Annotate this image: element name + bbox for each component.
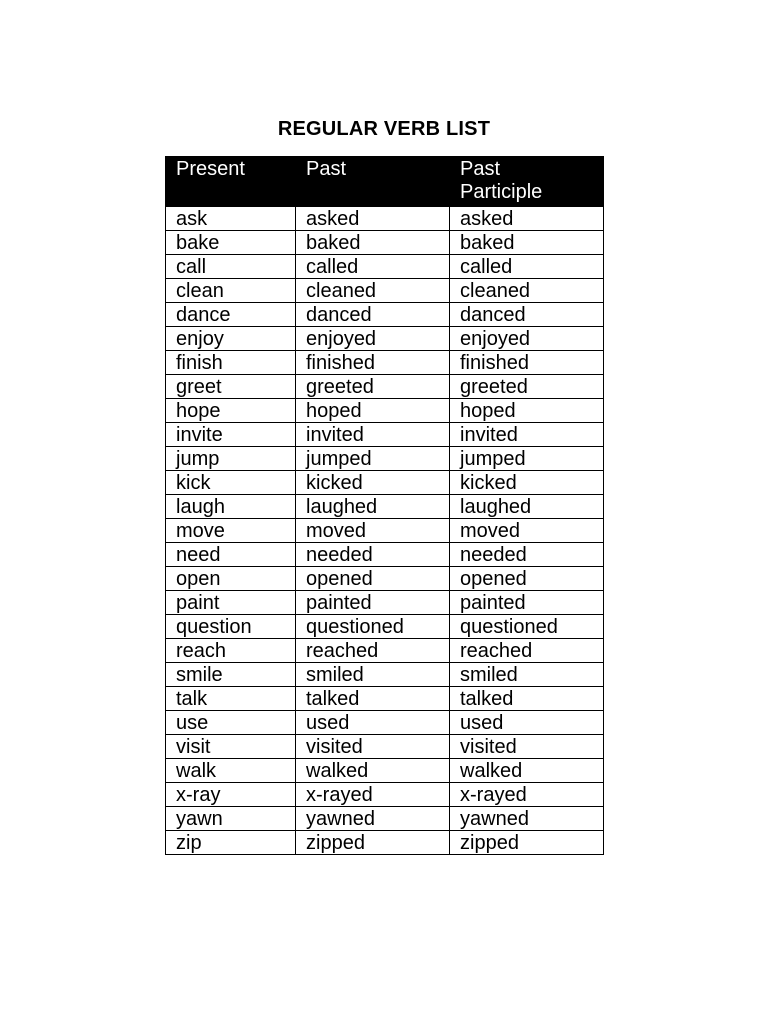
- header-past: Past: [296, 157, 450, 207]
- cell-past: greeted: [296, 375, 450, 399]
- table-row: [166, 735, 604, 759]
- cell-past: hoped: [296, 399, 450, 423]
- cell-past-participle: reached: [450, 639, 604, 663]
- table-row: [166, 711, 604, 735]
- table-body: [166, 207, 604, 855]
- page-title: REGULAR VERB LIST: [277, 118, 491, 140]
- cell-past-participle: walked: [450, 759, 604, 783]
- cell-present: smile: [166, 663, 296, 687]
- table-row: [166, 615, 604, 639]
- cell-present: walk: [166, 759, 296, 783]
- cell-present: enjoy: [166, 327, 296, 351]
- cell-past: finished: [296, 351, 450, 375]
- table-row: [166, 423, 604, 447]
- cell-present: laugh: [166, 495, 296, 519]
- cell-past: enjoyed: [296, 327, 450, 351]
- cell-past: yawned: [296, 807, 450, 831]
- cell-past-participle: invited: [450, 423, 604, 447]
- cell-past-participle: needed: [450, 543, 604, 567]
- table-header: [166, 157, 604, 207]
- cell-present: hope: [166, 399, 296, 423]
- table-row: [166, 207, 604, 231]
- cell-past-participle: visited: [450, 735, 604, 759]
- header-past-participle: [450, 157, 604, 207]
- header-row: [166, 157, 604, 207]
- cell-past-participle: called: [450, 255, 604, 279]
- header-past-participle-text: Past Participle: [460, 158, 543, 203]
- table-row: [166, 687, 604, 711]
- cell-past: called: [296, 255, 450, 279]
- cell-past: danced: [296, 303, 450, 327]
- cell-present: open: [166, 567, 296, 591]
- cell-past: reached: [296, 639, 450, 663]
- cell-past-participle: talked: [450, 687, 604, 711]
- cell-present: question: [166, 615, 296, 639]
- cell-past-participle: baked: [450, 231, 604, 255]
- cell-past: smiled: [296, 663, 450, 687]
- table-row: [166, 807, 604, 831]
- cell-past: invited: [296, 423, 450, 447]
- cell-present: zip: [166, 831, 296, 855]
- cell-present: yawn: [166, 807, 296, 831]
- table-row: [166, 375, 604, 399]
- cell-past-participle: finished: [450, 351, 604, 375]
- cell-past-participle: kicked: [450, 471, 604, 495]
- cell-past: talked: [296, 687, 450, 711]
- cell-past: zipped: [296, 831, 450, 855]
- cell-past-participle: painted: [450, 591, 604, 615]
- cell-past-participle: zipped: [450, 831, 604, 855]
- cell-past-participle: x-rayed: [450, 783, 604, 807]
- cell-past: opened: [296, 567, 450, 591]
- table-row: [166, 639, 604, 663]
- cell-past-participle: yawned: [450, 807, 604, 831]
- table-row: [166, 591, 604, 615]
- cell-past: questioned: [296, 615, 450, 639]
- cell-present: x-ray: [166, 783, 296, 807]
- cell-past-participle: greeted: [450, 375, 604, 399]
- table-row: [166, 399, 604, 423]
- cell-past: visited: [296, 735, 450, 759]
- cell-past-participle: jumped: [450, 447, 604, 471]
- cell-present: visit: [166, 735, 296, 759]
- table-row: [166, 303, 604, 327]
- cell-past: needed: [296, 543, 450, 567]
- cell-past-participle: hoped: [450, 399, 604, 423]
- cell-present: dance: [166, 303, 296, 327]
- cell-present: finish: [166, 351, 296, 375]
- cell-past: asked: [296, 207, 450, 231]
- table-row: [166, 447, 604, 471]
- cell-past-participle: questioned: [450, 615, 604, 639]
- verb-table: [165, 156, 604, 855]
- cell-past-participle: cleaned: [450, 279, 604, 303]
- table-row: [166, 519, 604, 543]
- cell-past: laughed: [296, 495, 450, 519]
- table-row: [166, 783, 604, 807]
- cell-present: use: [166, 711, 296, 735]
- cell-past-participle: enjoyed: [450, 327, 604, 351]
- cell-past: used: [296, 711, 450, 735]
- table-row: [166, 567, 604, 591]
- cell-present: kick: [166, 471, 296, 495]
- cell-present: talk: [166, 687, 296, 711]
- cell-present: greet: [166, 375, 296, 399]
- cell-past-participle: danced: [450, 303, 604, 327]
- table-row: [166, 255, 604, 279]
- cell-past: kicked: [296, 471, 450, 495]
- table-row: [166, 759, 604, 783]
- table-row: [166, 231, 604, 255]
- cell-present: paint: [166, 591, 296, 615]
- cell-present: invite: [166, 423, 296, 447]
- cell-present: need: [166, 543, 296, 567]
- cell-past-participle: moved: [450, 519, 604, 543]
- table-row: [166, 831, 604, 855]
- table-row: [166, 471, 604, 495]
- table-row: [166, 543, 604, 567]
- table-row: [166, 495, 604, 519]
- table-row: [166, 351, 604, 375]
- cell-past-participle: asked: [450, 207, 604, 231]
- cell-present: move: [166, 519, 296, 543]
- table-row: [166, 663, 604, 687]
- table-row: [166, 327, 604, 351]
- cell-past-participle: used: [450, 711, 604, 735]
- cell-past-participle: laughed: [450, 495, 604, 519]
- cell-present: call: [166, 255, 296, 279]
- cell-past: moved: [296, 519, 450, 543]
- cell-past: baked: [296, 231, 450, 255]
- cell-past: x-rayed: [296, 783, 450, 807]
- cell-past: cleaned: [296, 279, 450, 303]
- cell-present: jump: [166, 447, 296, 471]
- cell-past: painted: [296, 591, 450, 615]
- cell-present: bake: [166, 231, 296, 255]
- cell-present: reach: [166, 639, 296, 663]
- table-row: [166, 279, 604, 303]
- cell-present: clean: [166, 279, 296, 303]
- cell-past: walked: [296, 759, 450, 783]
- cell-present: ask: [166, 207, 296, 231]
- cell-past-participle: opened: [450, 567, 604, 591]
- cell-past-participle: smiled: [450, 663, 604, 687]
- cell-past: jumped: [296, 447, 450, 471]
- header-present: Present: [166, 157, 296, 207]
